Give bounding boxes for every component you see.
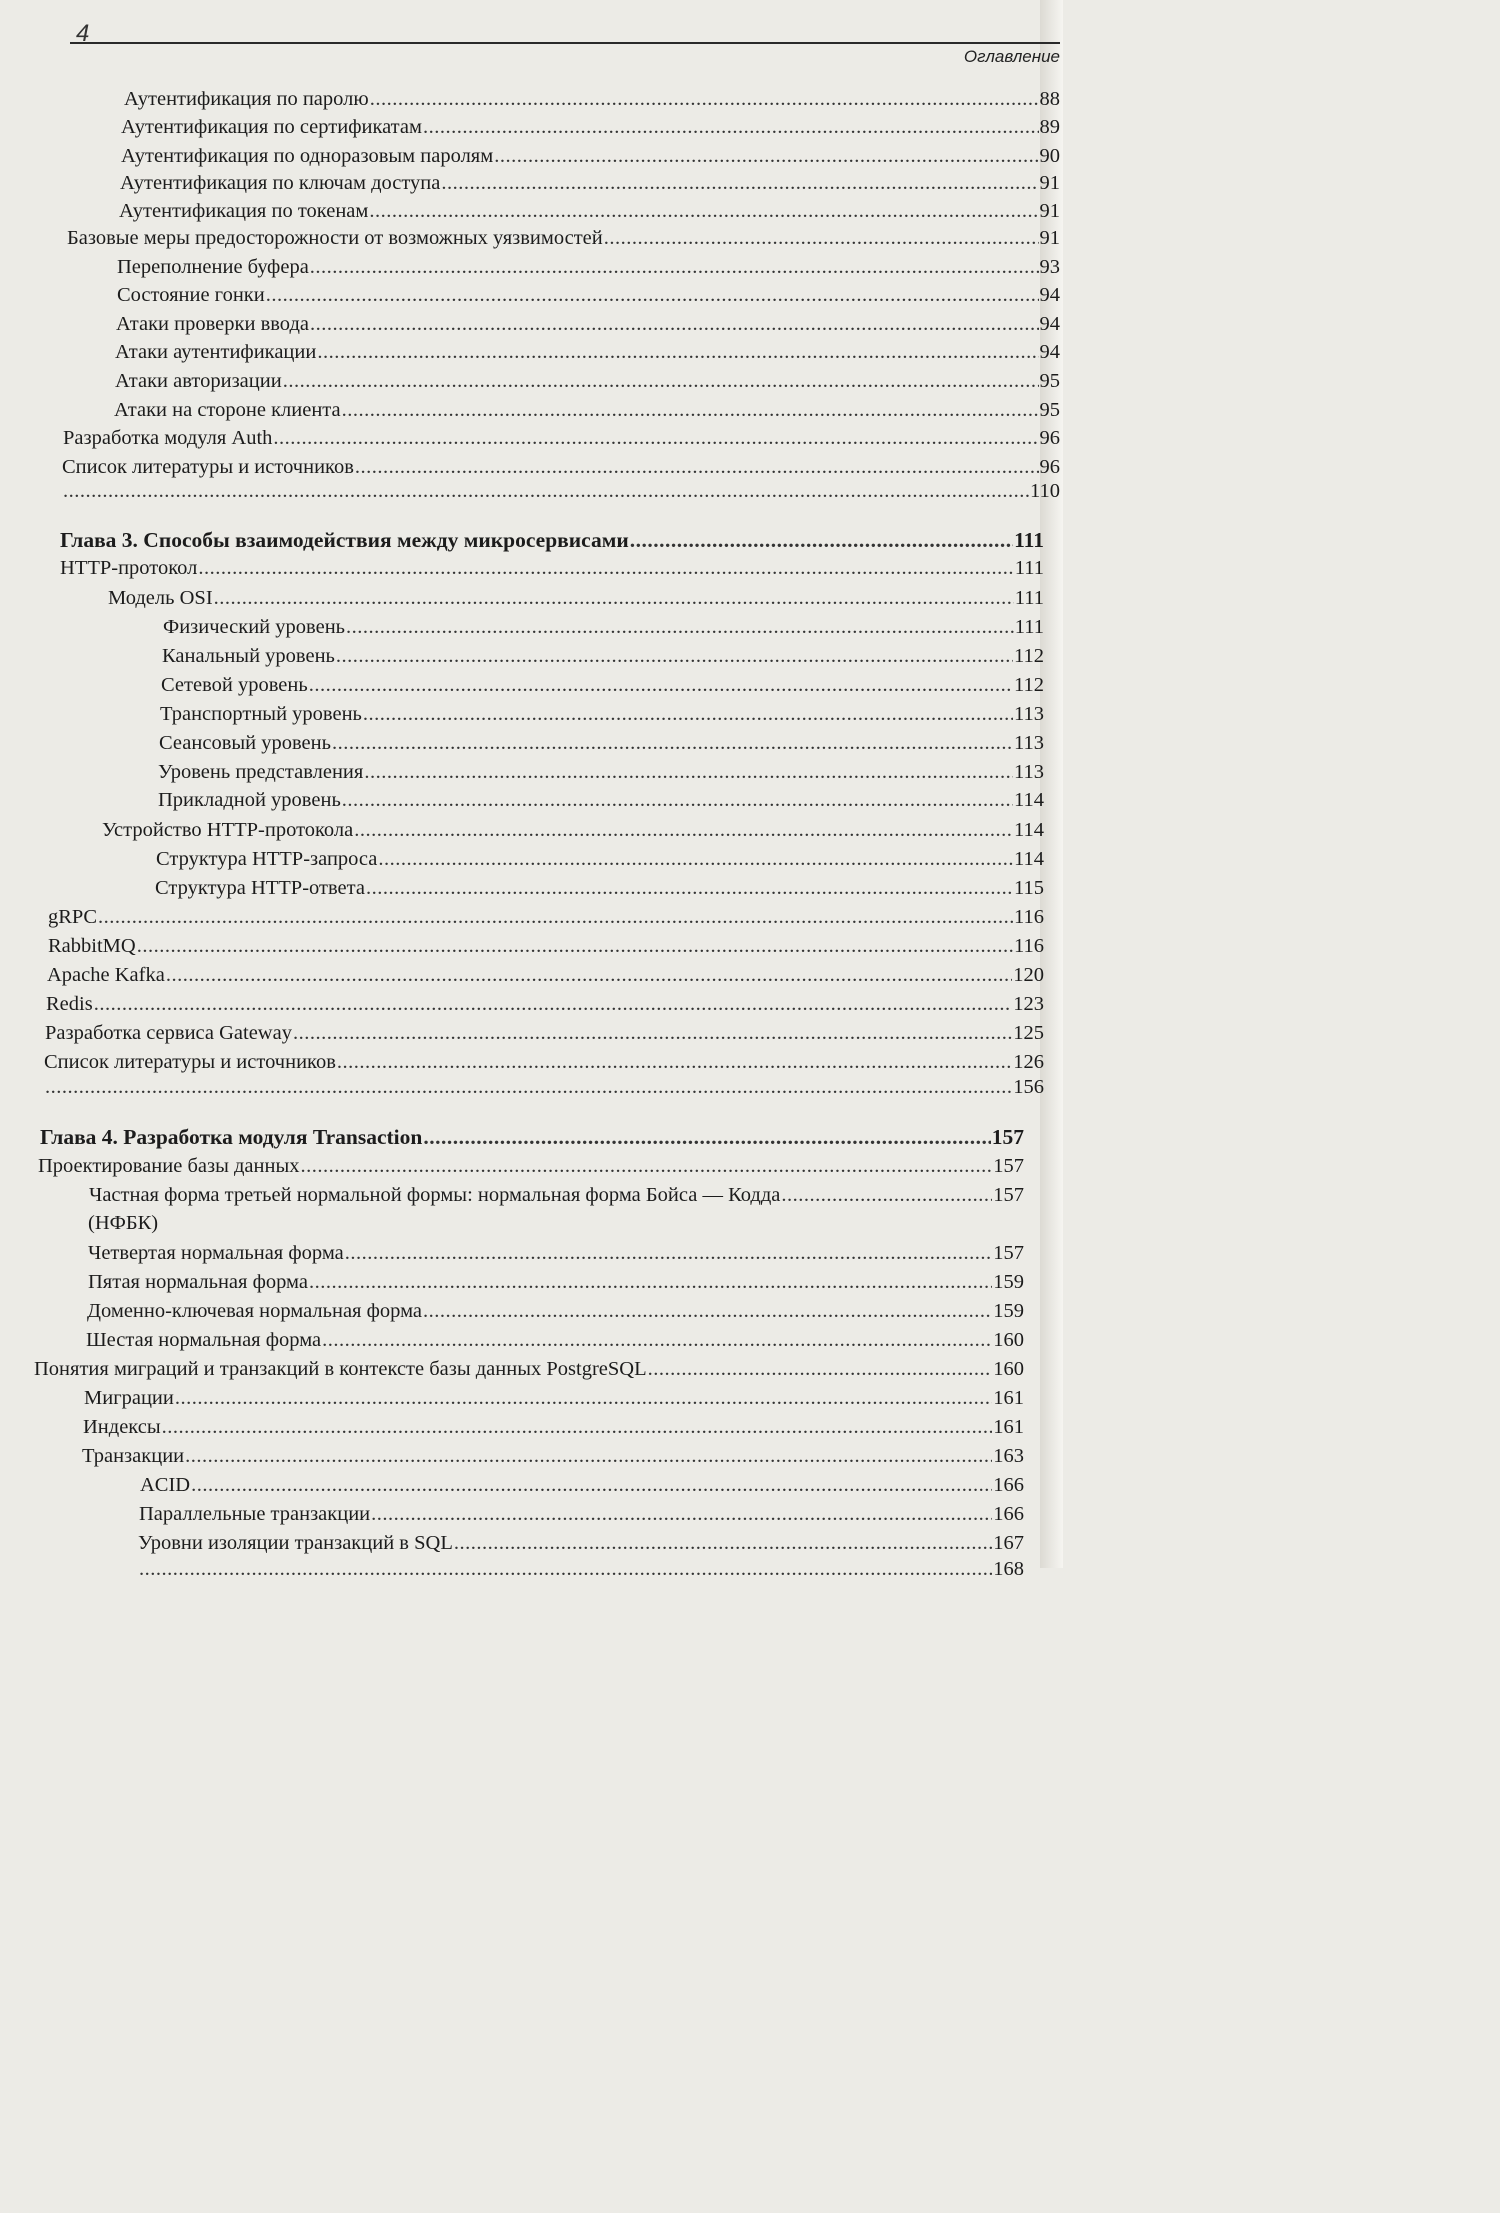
toc-leader [781, 1182, 992, 1208]
toc-entry-page: 111 [1014, 528, 1044, 552]
toc-entry-title: gRPC [48, 906, 97, 928]
toc-entry-page: 111 [1014, 557, 1044, 579]
toc-leader [355, 454, 1039, 480]
toc-entry [88, 1269, 1024, 1295]
toc-entry-title: Сетевой уровень [161, 674, 308, 696]
toc-leader [310, 311, 1039, 337]
toc-entry-title: Список литературы и источников [44, 1051, 336, 1073]
toc-entry [139, 1501, 1024, 1527]
toc-entry [108, 585, 1044, 611]
toc-entry-page: 115 [1014, 877, 1044, 899]
toc-entry-page: 123 [1013, 993, 1044, 1015]
toc-entry-page: 94 [1039, 341, 1060, 363]
toc-entry-title: Сеансовый уровень [159, 732, 331, 754]
toc-entry-title: Аутентификация по одноразовым паролям [121, 145, 494, 167]
toc-entry-page: 112 [1014, 645, 1044, 667]
toc-entry [62, 454, 1060, 480]
toc-leader [166, 962, 1012, 988]
toc-entry [63, 425, 1060, 451]
toc-entry [38, 1153, 1024, 1179]
toc-entry-page: 161 [993, 1416, 1024, 1438]
running-header-title: Оглавление [963, 47, 1060, 66]
toc-leader [266, 282, 1039, 308]
toc-leader [309, 672, 1013, 698]
toc-leader [342, 397, 1039, 423]
toc-entry-title: Аутентификация по токенам [119, 200, 369, 222]
toc-entry [158, 787, 1044, 813]
toc-entry-title: Шестая нормальная форма [86, 1329, 322, 1351]
toc-entry-page: 113 [1014, 732, 1044, 754]
toc-entry [114, 397, 1060, 423]
toc-entry-page: 168 [993, 1558, 1024, 1580]
toc-entry [45, 1020, 1044, 1046]
toc-leader [363, 701, 1013, 727]
toc-leader [98, 904, 1013, 930]
toc-entry-title: Атаки аутентификации [115, 341, 317, 363]
toc-entry-page: 157 [993, 1155, 1024, 1177]
toc-entry [160, 701, 1044, 727]
toc-entry [86, 1327, 1024, 1353]
toc-entry [102, 817, 1044, 843]
toc-entry [124, 86, 1060, 112]
toc-entry-title: Атаки авторизации [115, 370, 282, 392]
toc-leader [198, 555, 1013, 581]
toc-leader [309, 1269, 992, 1295]
toc-leader [45, 1074, 1012, 1100]
toc-entry-title: Канальный уровень [162, 645, 335, 667]
toc-entry-page: 91 [1039, 200, 1060, 222]
toc-entry-page: 96 [1039, 456, 1060, 478]
toc-entry-page: 94 [1039, 313, 1060, 335]
toc-leader [332, 730, 1013, 756]
toc-entry [158, 759, 1044, 785]
toc-entry-page: 156 [1013, 1076, 1044, 1098]
toc-leader [371, 1501, 992, 1527]
toc-entry-title: Apache Kafka [47, 964, 165, 986]
toc-entry-title: Модель OSI [108, 587, 213, 609]
toc-entry [119, 198, 1060, 224]
toc-entry-page: 110 [1030, 480, 1060, 502]
toc-leader [364, 759, 1013, 785]
toc-entry [44, 1049, 1044, 1075]
toc-leader [604, 225, 1039, 251]
toc-entry-title: Аутентификация по сертификатам [121, 116, 422, 138]
toc-leader [648, 1356, 993, 1382]
toc-entry-page: 163 [993, 1445, 1024, 1467]
toc-entry-title: Прикладной уровень [158, 789, 341, 811]
toc-entry-title: Частная форма третьей нормальной формы: нормальная форма Бойса — Кодда [89, 1184, 781, 1206]
toc-entry-title: Состояние гонки [117, 284, 265, 306]
toc-entry-title: Переполнение буфера [117, 256, 309, 278]
toc-entry [83, 1414, 1024, 1440]
toc-entry [115, 368, 1060, 394]
toc-entry [117, 254, 1060, 280]
toc-entry-page: 159 [993, 1300, 1024, 1322]
toc-leader [366, 875, 1013, 901]
toc-entry [88, 1240, 1024, 1266]
toc-entry-title: Транзакции [82, 1445, 185, 1467]
toc-entry-page: 159 [993, 1271, 1024, 1293]
toc-entry-title: Физический уровень [163, 616, 346, 638]
toc-entry-page: 116 [1014, 935, 1044, 957]
toc-entry [60, 555, 1044, 581]
toc-entry-title: Аутентификация по ключам доступа [120, 172, 441, 194]
toc-entry [89, 1182, 1024, 1208]
toc-leader [322, 1327, 992, 1353]
toc-leader [191, 1472, 992, 1498]
toc-entry [161, 672, 1044, 698]
toc-leader [162, 1414, 993, 1440]
toc-leader [423, 114, 1039, 140]
toc-entry [115, 339, 1060, 365]
toc-entry-title: Проектирование базы данных [38, 1155, 300, 1177]
toc-entry-page: 120 [1013, 964, 1044, 986]
toc-entry [120, 170, 1060, 196]
toc-entry-title: Четвертая нормальная форма [88, 1242, 344, 1264]
toc-entry-page: 94 [1039, 284, 1060, 306]
toc-entry-title: Индексы [83, 1416, 161, 1438]
toc-leader [342, 787, 1013, 813]
toc-leader [273, 425, 1038, 451]
toc-leader [454, 1530, 992, 1556]
toc-leader [214, 585, 1014, 611]
toc-entry-title: Базовые меры предосторожности от возможных уязвимостей [67, 227, 603, 249]
toc-entry-title: ACID [140, 1474, 191, 1496]
toc-entry-title: Уровень представления [158, 761, 364, 783]
toc-entry-page: 161 [993, 1387, 1024, 1409]
toc-entry [138, 1556, 1024, 1582]
toc-entry [117, 282, 1060, 308]
toc-leader [354, 817, 1013, 843]
toc-entry [140, 1472, 1024, 1498]
toc-entry-page: 157 [991, 1125, 1024, 1149]
toc-entry-title: Понятия миграций и транзакций в контексте базы данных PostgreSQL [34, 1358, 647, 1380]
toc-entry-page: 157 [993, 1184, 1024, 1206]
toc-entry-title: Устройство HTTP-протокола [102, 819, 354, 841]
toc-entry-title: Глава 3. Способы взаимодействия между микросервисами [60, 528, 629, 552]
toc-entry [121, 114, 1060, 140]
toc-entry-page: 88 [1039, 88, 1060, 110]
toc-entry-title: Атаки проверки ввода [116, 313, 309, 335]
toc-entry-title: Уровни изоляции транзакций в SQL [138, 1532, 453, 1554]
toc-entry-page: 160 [993, 1329, 1024, 1351]
toc-leader [185, 1443, 992, 1469]
toc-entry-title: Структура HTTP-запроса [156, 848, 378, 870]
toc-entry-page: 96 [1039, 427, 1060, 449]
toc-leader [336, 643, 1013, 669]
toc-entry-title: Глава 4. Разработка модуля Transaction [40, 1125, 423, 1149]
toc-entry-title: HTTP-протокол [60, 557, 198, 579]
toc-entry-page: 95 [1039, 399, 1060, 421]
toc-entry [48, 933, 1044, 959]
toc-entry-page: 126 [1013, 1051, 1044, 1073]
toc-entry [121, 143, 1060, 169]
toc-entry-page: 157 [993, 1242, 1024, 1264]
toc-leader [346, 614, 1014, 640]
toc-entry [138, 1530, 1024, 1556]
toc-entry [82, 1443, 1024, 1469]
toc-leader [345, 1240, 992, 1266]
toc-entry [34, 1356, 1024, 1382]
toc-entry-page: 166 [993, 1503, 1024, 1525]
toc-leader [337, 1049, 1012, 1075]
toc-entry-page: 114 [1014, 789, 1044, 811]
toc-entry-page: 114 [1014, 819, 1044, 841]
toc-leader [310, 254, 1039, 280]
toc-entry-title: Транспортный уровень [160, 703, 362, 725]
toc-entry [44, 1074, 1044, 1100]
toc-entry-page: 90 [1039, 145, 1060, 167]
toc-entry-title: Redis [46, 993, 93, 1015]
toc-entry-page: 114 [1014, 848, 1044, 870]
page-number: 4 [76, 20, 90, 47]
toc-entry-title: Миграции [84, 1387, 174, 1409]
toc-entry [48, 904, 1044, 930]
toc-entry-page: 166 [993, 1474, 1024, 1496]
toc-leader [369, 198, 1038, 224]
toc-entry-title: Аутентификация по паролю [124, 88, 369, 110]
toc-entry [162, 643, 1044, 669]
toc-entry [46, 991, 1044, 1017]
toc-entry-title: Структура HTTP-ответа [155, 877, 365, 899]
toc-leader [423, 1298, 992, 1324]
toc-entry-title: Доменно-ключевая нормальная форма [87, 1300, 423, 1322]
toc-entry [62, 478, 1060, 504]
toc-entry-page: 112 [1014, 674, 1044, 696]
toc-leader [137, 933, 1013, 959]
toc-leader [300, 1153, 992, 1179]
toc-entry [67, 225, 1060, 251]
toc-entry [47, 962, 1044, 988]
toc-entry-page: 89 [1039, 116, 1060, 138]
toc-entry-page: 111 [1014, 587, 1044, 609]
toc-entry-page: 116 [1014, 906, 1044, 928]
toc-entry-page: 91 [1039, 227, 1060, 249]
toc-chapter-heading [60, 527, 1044, 553]
toc-leader [139, 1556, 992, 1582]
toc-entry-page: 125 [1013, 1022, 1044, 1044]
toc-entry-title: Параллельные транзакции [139, 1503, 371, 1525]
toc-entry [155, 875, 1044, 901]
toc-leader [94, 991, 1013, 1017]
toc-entry-page: 91 [1039, 172, 1060, 194]
toc-entry-page: 167 [993, 1532, 1024, 1554]
toc-entry-title: Атаки на стороне клиента [114, 399, 341, 421]
toc-entry [84, 1385, 1024, 1411]
toc-entry-page: 113 [1014, 761, 1044, 783]
toc-leader [63, 478, 1029, 504]
toc-leader [370, 86, 1039, 112]
toc-leader [494, 143, 1038, 169]
toc-entry-page: 111 [1014, 616, 1044, 638]
toc-entry [116, 311, 1060, 337]
toc-entry-page: 95 [1039, 370, 1060, 392]
toc-leader [175, 1385, 992, 1411]
toc-entry [156, 846, 1044, 872]
toc-entry-page: 160 [993, 1358, 1024, 1380]
toc-entry-title: RabbitMQ [48, 935, 136, 957]
toc-entry [163, 614, 1044, 640]
toc-leader [283, 368, 1039, 394]
toc-entry-title: Пятая нормальная форма [88, 1271, 308, 1293]
toc-entry [87, 1298, 1024, 1324]
toc-entry-continuation: (НФБК) [88, 1212, 159, 1234]
toc-entry-title: Разработка модуля Auth [63, 427, 273, 449]
toc-leader [293, 1020, 1012, 1046]
toc-leader [317, 339, 1038, 365]
toc-chapter-heading [40, 1124, 1024, 1150]
toc-leader [441, 170, 1038, 196]
toc-leader [423, 1124, 990, 1150]
toc-entry-title: Разработка сервиса Gateway [45, 1022, 292, 1044]
toc-leader [378, 846, 1013, 872]
toc-entry-title: Список литературы и источников [62, 456, 354, 478]
toc-entry-page: 93 [1039, 256, 1060, 278]
toc-entry-page: 113 [1014, 703, 1044, 725]
toc-entry [159, 730, 1044, 756]
toc-leader [630, 527, 1013, 553]
